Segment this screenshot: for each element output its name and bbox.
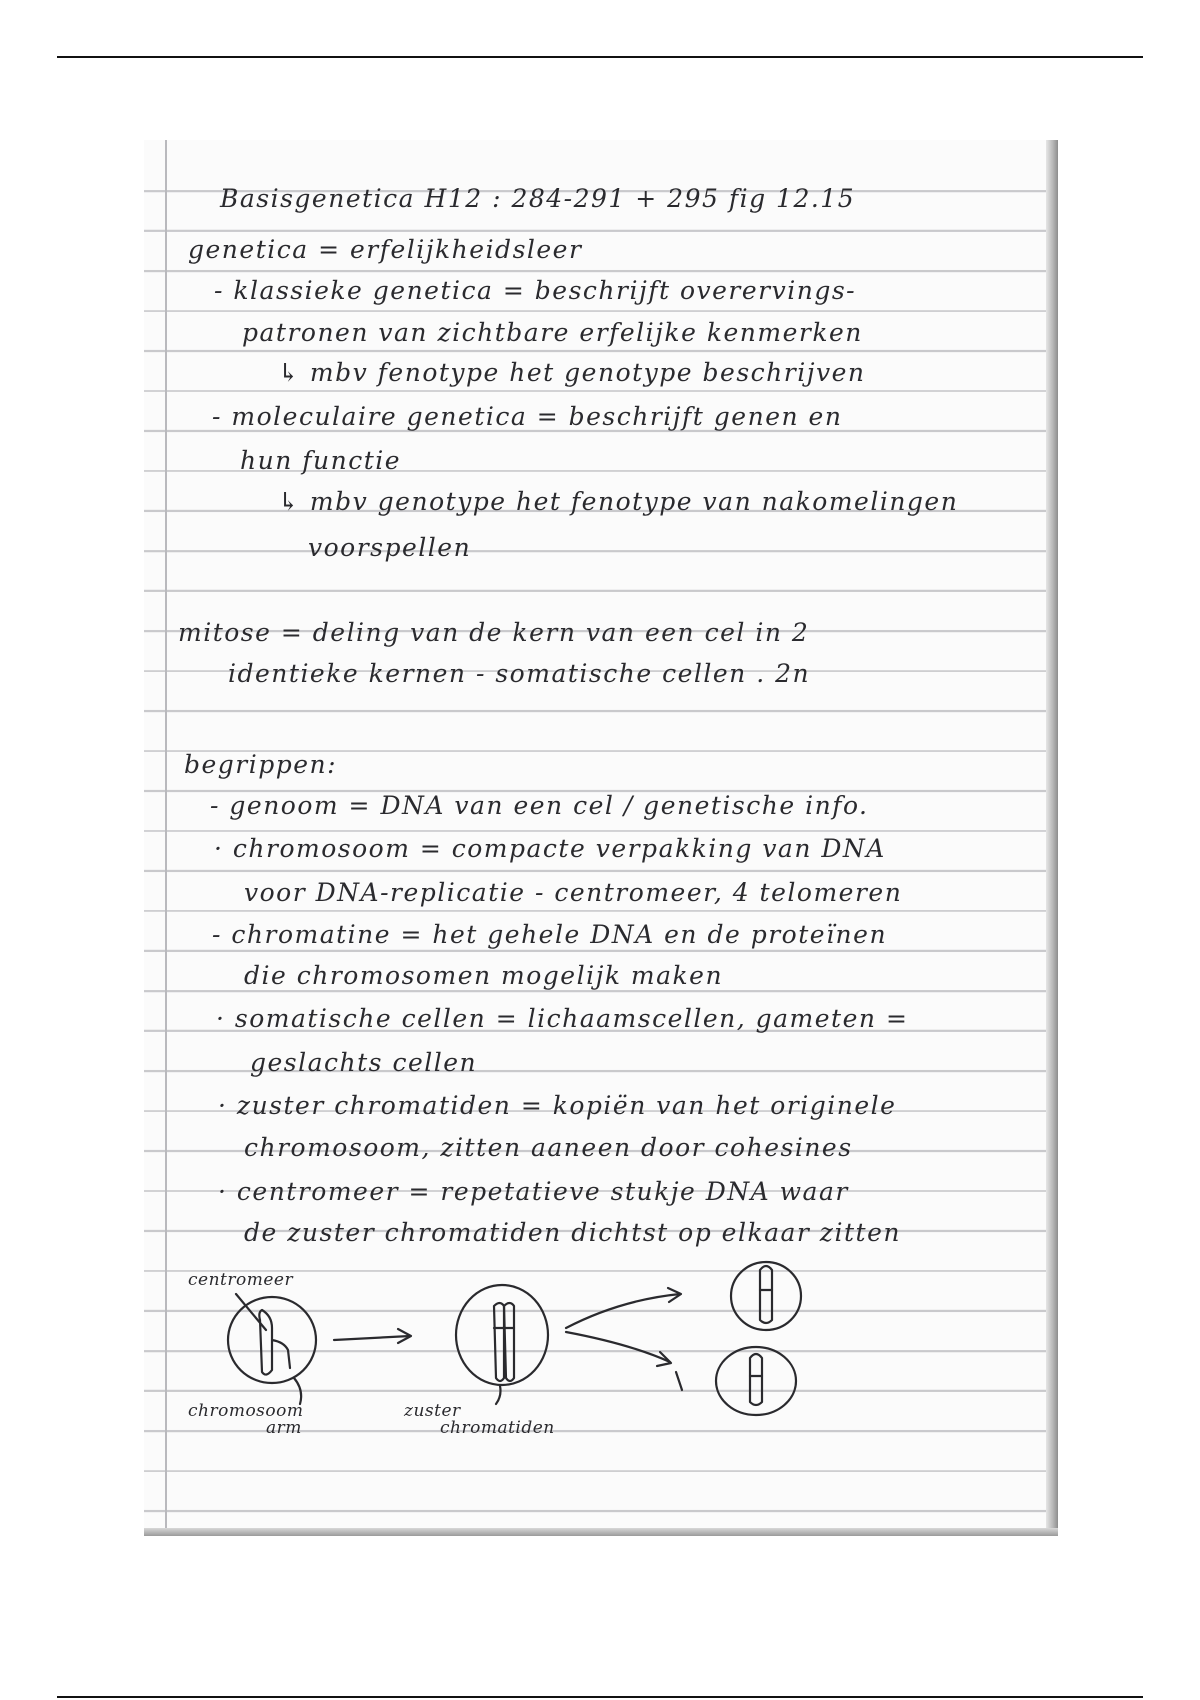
label-centromeer: centromeer [188, 1270, 294, 1290]
note-line: hun functie [240, 446, 402, 475]
note-line: ↳ mbv genotype het fenotype van nakomelingen [278, 487, 959, 516]
note-line: · somatische cellen = lichaamscellen, gameten = [216, 1004, 909, 1033]
note-line: chromosoom, zitten aaneen door cohesines [244, 1133, 853, 1162]
note-line: de zuster chromatiden dichtst op elkaar zitten [244, 1218, 901, 1247]
note-line: ↳ mbv fenotype het genotype beschrijven [278, 358, 866, 387]
note-line: geslachts cellen [250, 1048, 478, 1077]
note-title: Basisgenetica H12 : 284-291 + 295 fig 12.15 [220, 184, 856, 213]
label-chromatiden: chromatiden [440, 1418, 555, 1438]
note-line: - moleculaire genetica = beschrijft genen en [212, 402, 843, 431]
cell-circle [456, 1285, 548, 1385]
centromeer-pointer [236, 1294, 266, 1330]
note-line: genetica = erfelijkheidsleer [188, 235, 583, 264]
note-line: · centromeer = repetatieve stukje DNA waar [218, 1177, 849, 1206]
note-line: mitose = deling van de kern van een cel in 2 [178, 618, 810, 647]
note-line: identieke kernen - somatische cellen . 2n [228, 659, 811, 688]
sister-chromatid [504, 1303, 514, 1381]
note-line: voorspellen [308, 533, 472, 562]
chromosome [760, 1266, 772, 1323]
cell-circle [731, 1262, 801, 1330]
label-chromosoom: chromosoom [188, 1401, 304, 1421]
zuster-pointer [496, 1386, 501, 1404]
arrow [334, 1336, 410, 1340]
note-line: voor DNA-replicatie - centromeer, 4 telomeren [244, 878, 903, 907]
note-line: - genoom = DNA van een cel / genetische info. [210, 791, 869, 820]
note-line: die chromosomen mogelijk maken [244, 961, 724, 990]
note-line: · chromosoom = compacte verpakking van DNA [214, 834, 886, 863]
chromosome [259, 1310, 272, 1375]
label-arm: arm [266, 1418, 302, 1438]
note-line: begrippen: [184, 750, 338, 779]
arrow [566, 1294, 680, 1328]
note-line: - klassieke genetica = beschrijft overervings- [214, 276, 857, 305]
note-line: patronen van zichtbare erfelijke kenmerken [242, 318, 863, 347]
note-line: - chromatine = het gehele DNA en de proteïnen [212, 920, 888, 949]
label-zuster: zuster [404, 1401, 461, 1421]
note-line: · zuster chromatiden = kopiën van het originele [218, 1091, 897, 1120]
arrow [566, 1332, 670, 1362]
arrow-tick [676, 1372, 682, 1390]
bottom-rule [57, 1696, 1143, 1698]
chromosome [750, 1354, 762, 1405]
sister-chromatid [494, 1303, 504, 1381]
chromosome-arm [272, 1340, 290, 1368]
arm-pointer [294, 1378, 301, 1404]
